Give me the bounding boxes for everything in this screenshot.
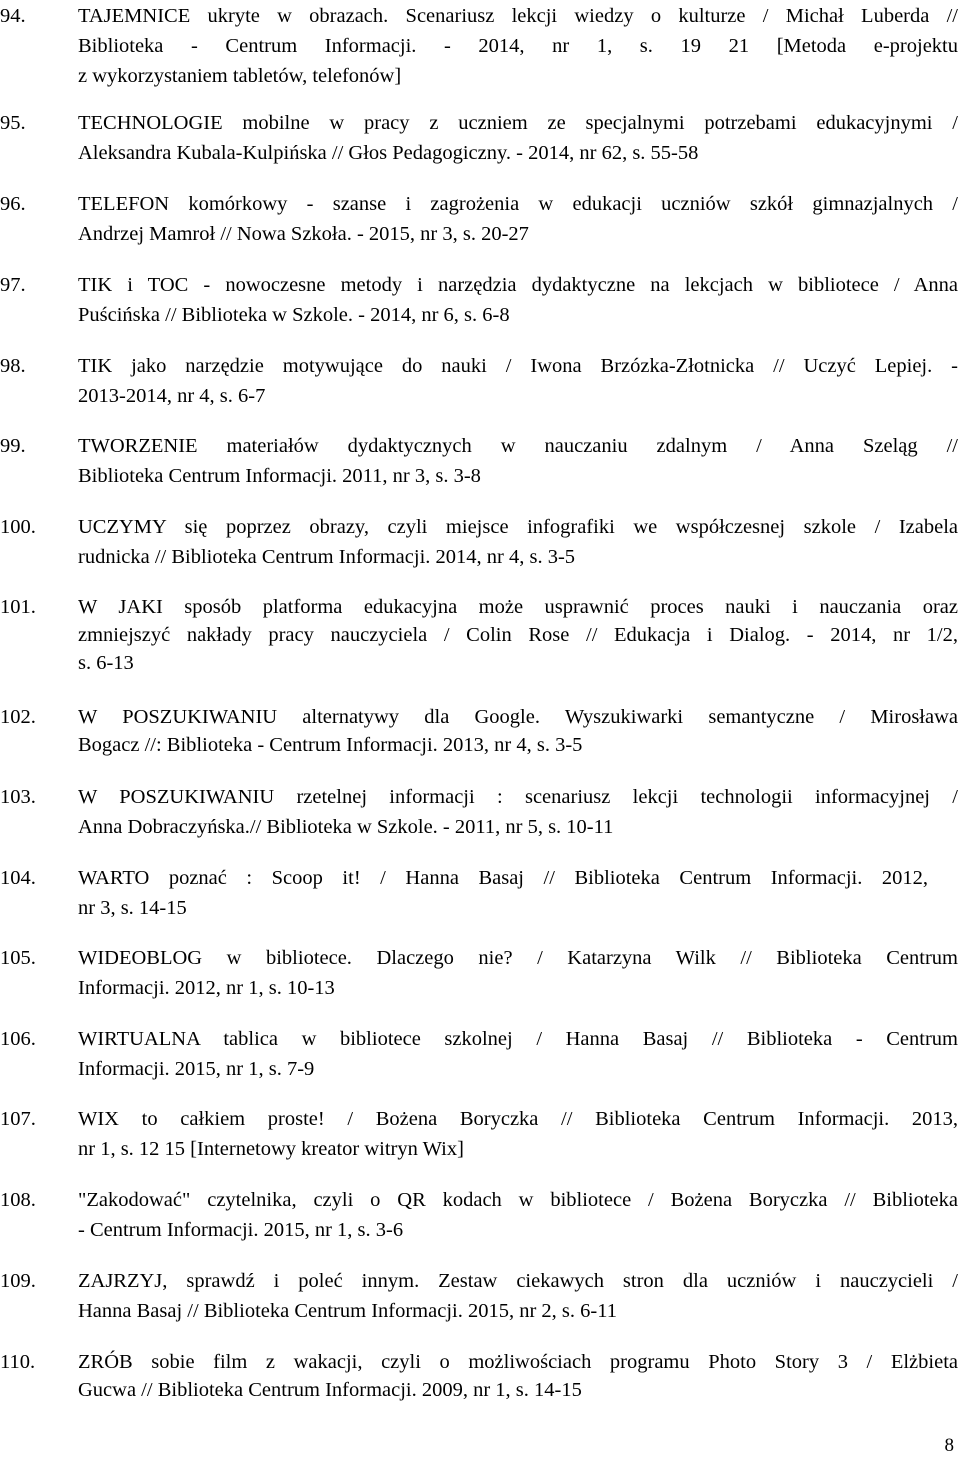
entry-line: WIX to całkiem proste! / Bożena Boryczka // Biblioteka Centrum Informacji. 2013,: [78, 1108, 958, 1130]
entry-line: WIRTUALNA tablica w bibliotece szkolnej / Hanna Basaj // Biblioteka - Centrum: [78, 1028, 958, 1050]
entry-line: WARTO poznać : Scoop it! / Hanna Basaj // Biblioteka Centrum Informacji. 2012,: [78, 867, 928, 889]
entry-line: nr 3, s. 14-15: [78, 897, 187, 919]
entry-line: z wykorzystaniem tabletów, telefonów]: [78, 65, 402, 87]
entry-line: W POSZUKIWANIU alternatywy dla Google. Wyszukiwarki semantyczne / Mirosława: [78, 706, 958, 728]
page-number: 8: [944, 1435, 954, 1456]
entry-line: zmniejszyć nakłady pracy nauczyciela / Colin Rose // Edukacja i Dialog. - 2014, nr 1/2,: [78, 624, 958, 646]
entry-number: 105.: [0, 947, 36, 969]
entry-line: Biblioteka - Centrum Informacji. - 2014, nr 1, s. 19 21 [Metoda e-projektu: [78, 35, 958, 57]
entry-number: 94.: [0, 5, 26, 27]
entry-line: TWORZENIE materiałów dydaktycznych w nauczaniu zdalnym / Anna Szeląg //: [78, 435, 958, 457]
entry-line: Anna Dobraczyńska.// Biblioteka w Szkole. - 2011, nr 5, s. 10-11: [78, 816, 614, 838]
entry-line: TAJEMNICE ukryte w obrazach. Scenariusz lekcji wiedzy o kulturze / Michał Luberda //: [78, 5, 958, 27]
entry-line: W POSZUKIWANIU rzetelnej informacji : scenariusz lekcji technologii informacyjnej /: [78, 786, 958, 808]
entry-line: Informacji. 2012, nr 1, s. 10-13: [78, 977, 335, 999]
entry-number: 102.: [0, 706, 36, 728]
entry-line: "Zakodować" czytelnika, czyli o QR kodach w bibliotece / Bożena Boryczka // Biblioteka: [78, 1189, 958, 1211]
entry-line: Aleksandra Kubala-Kulpińska // Głos Pedagogiczny. - 2014, nr 62, s. 55-58: [78, 142, 699, 164]
entry-number: 96.: [0, 193, 26, 215]
entry-line: 2013-2014, nr 4, s. 6-7: [78, 385, 266, 407]
entry-line: Hanna Basaj // Biblioteka Centrum Informacji. 2015, nr 2, s. 6-11: [78, 1300, 617, 1322]
entry-number: 98.: [0, 355, 26, 377]
entry-number: 101.: [0, 596, 36, 618]
entry-line: Biblioteka Centrum Informacji. 2011, nr 3, s. 3-8: [78, 465, 481, 487]
entry-number: 97.: [0, 274, 26, 296]
entry-line: Puścińska // Biblioteka w Szkole. - 2014, nr 6, s. 6-8: [78, 304, 510, 326]
entry-line: rudnicka // Biblioteka Centrum Informacji. 2014, nr 4, s. 3-5: [78, 546, 576, 568]
entry-line: TIK jako narzędzie motywujące do nauki / Iwona Brzózka-Złotnicka // Uczyć Lepiej. -: [78, 355, 958, 377]
entry-line: Gucwa // Biblioteka Centrum Informacji. 2009, nr 1, s. 14-15: [78, 1379, 582, 1401]
entry-line: TECHNOLOGIE mobilne w pracy z uczniem ze specjalnymi potrzebami edukacyjnymi /: [78, 112, 958, 134]
entry-line: s. 6-13: [78, 652, 134, 674]
entry-line: ZAJRZYJ, sprawdź i poleć innym. Zestaw ciekawych stron dla uczniów i nauczycieli /: [78, 1270, 958, 1292]
entry-number: 106.: [0, 1028, 36, 1050]
entry-line: UCZYMY się poprzez obrazy, czyli miejsce infografiki we współczesnej szkole / Izabela: [78, 516, 958, 538]
entry-number: 103.: [0, 786, 36, 808]
entry-line: TIK i TOC - nowoczesne metody i narzędzia dydaktyczne na lekcjach w bibliotece / Anna: [78, 274, 958, 296]
entry-number: 107.: [0, 1108, 36, 1130]
entry-number: 100.: [0, 516, 36, 538]
entry-line: ZRÓB sobie film z wakacji, czyli o możliwościach programu Photo Story 3 / Elżbieta: [78, 1351, 958, 1373]
entry-number: 108.: [0, 1189, 36, 1211]
entry-line: nr 1, s. 12 15 [Internetowy kreator witryn Wix]: [78, 1138, 464, 1160]
entry-line: W JAKI sposób platforma edukacyjna może usprawnić proces nauki i nauczania oraz: [78, 596, 958, 618]
entry-line: Informacji. 2015, nr 1, s. 7-9: [78, 1058, 315, 1080]
entry-number: 109.: [0, 1270, 36, 1292]
entry-number: 104.: [0, 867, 36, 889]
entry-line: Andrzej Mamroł // Nowa Szkoła. - 2015, nr 3, s. 20-27: [78, 223, 529, 245]
entry-line: Bogacz //: Biblioteka - Centrum Informacji. 2013, nr 4, s. 3-5: [78, 734, 583, 756]
entry-number: 99.: [0, 435, 26, 457]
entry-number: 95.: [0, 112, 26, 134]
entry-number: 110.: [0, 1351, 36, 1373]
entry-line: TELEFON komórkowy - szanse i zagrożenia w edukacji uczniów szkół gimnazjalnych /: [78, 193, 958, 215]
entry-line: WIDEOBLOG w bibliotece. Dlaczego nie? / Katarzyna Wilk // Biblioteka Centrum: [78, 947, 958, 969]
entry-line: - Centrum Informacji. 2015, nr 1, s. 3-6: [78, 1219, 404, 1241]
